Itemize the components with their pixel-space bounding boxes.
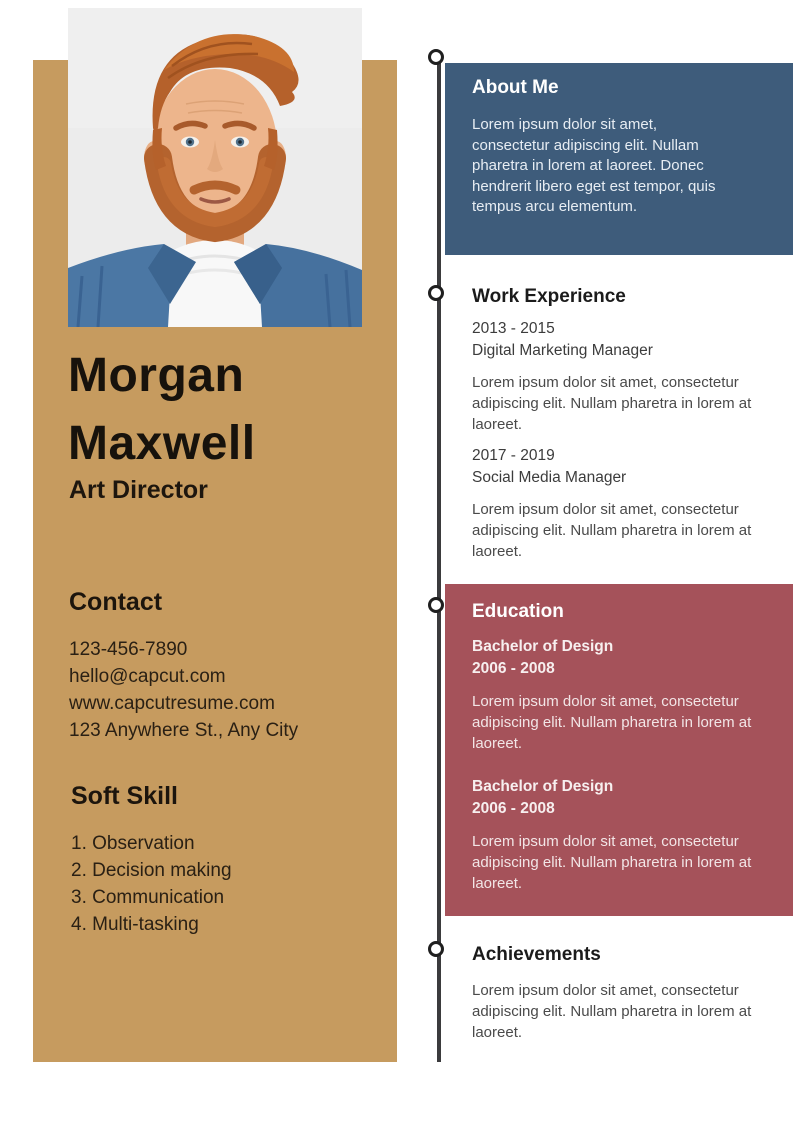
education-entry-period: 2006 - 2008 xyxy=(472,800,555,817)
contact-address: 123 Anywhere St., Any City xyxy=(69,720,299,741)
skill-item: 2. Decision making xyxy=(71,860,232,881)
person-name-last: Maxwell xyxy=(68,417,256,470)
education-entry-period: 2006 - 2008 xyxy=(472,660,555,677)
contact-heading: Contact xyxy=(69,588,163,616)
education-entry-body: Lorem ipsum dolor sit amet, consectetur adipiscing elit. Nullam pharetra in lorem at laoreet. xyxy=(472,833,752,892)
work-entry-body: Lorem ipsum dolor sit amet, consectetur adipiscing elit. Nullam pharetra in lorem at laoreet. xyxy=(472,501,752,560)
work-entry-role: Social Media Manager xyxy=(472,469,627,486)
work-entry-period: 2013 - 2015 xyxy=(472,320,555,337)
person-name xyxy=(68,342,256,478)
profile-photo xyxy=(68,8,362,327)
education-entry-degree: Bachelor of Design xyxy=(472,778,614,795)
soft-skill-heading: Soft Skill xyxy=(71,782,178,810)
timeline-dot-icon xyxy=(428,941,444,957)
about-me-body: Lorem ipsum dolor sit amet, consectetur adipiscing elit. Nullam pharetra in lorem at laoreet. Donec hendrerit libero eget est tempor, quis tempus arcu elementum. xyxy=(472,116,716,215)
education-entry-body: Lorem ipsum dolor sit amet, consectetur adipiscing elit. Nullam pharetra in lorem at laoreet. xyxy=(472,693,752,752)
achievements-body: Lorem ipsum dolor sit amet, consectetur adipiscing elit. Nullam pharetra in lorem at laoreet. xyxy=(472,982,752,1041)
achievements-heading: Achievements xyxy=(472,944,601,965)
timeline-line xyxy=(437,54,441,1062)
work-experience-heading: Work Experience xyxy=(472,286,626,307)
contact-list xyxy=(69,636,298,744)
portrait-illustration xyxy=(68,8,362,327)
education-heading: Education xyxy=(472,601,564,622)
work-entry-role: Digital Marketing Manager xyxy=(472,342,653,359)
person-name-first: Morgan xyxy=(68,349,245,402)
timeline-dot-icon xyxy=(428,49,444,65)
skill-item: 1. Observation xyxy=(71,833,195,854)
work-entry-period: 2017 - 2019 xyxy=(472,447,555,464)
work-entry-body: Lorem ipsum dolor sit amet, consectetur adipiscing elit. Nullam pharetra in lorem at laoreet. xyxy=(472,374,752,433)
contact-email: hello@capcut.com xyxy=(69,666,226,687)
skill-item: 4. Multi-tasking xyxy=(71,914,199,935)
soft-skill-list xyxy=(71,830,232,938)
job-title: Art Director xyxy=(69,476,208,504)
timeline-dot-icon xyxy=(428,597,444,613)
contact-website: www.capcutresume.com xyxy=(69,693,275,714)
skill-item: 3. Communication xyxy=(71,887,225,908)
about-me-heading: About Me xyxy=(472,77,559,98)
timeline-dot-icon xyxy=(428,285,444,301)
education-entry-degree: Bachelor of Design xyxy=(472,638,614,655)
contact-phone: 123-456-7890 xyxy=(69,639,188,660)
